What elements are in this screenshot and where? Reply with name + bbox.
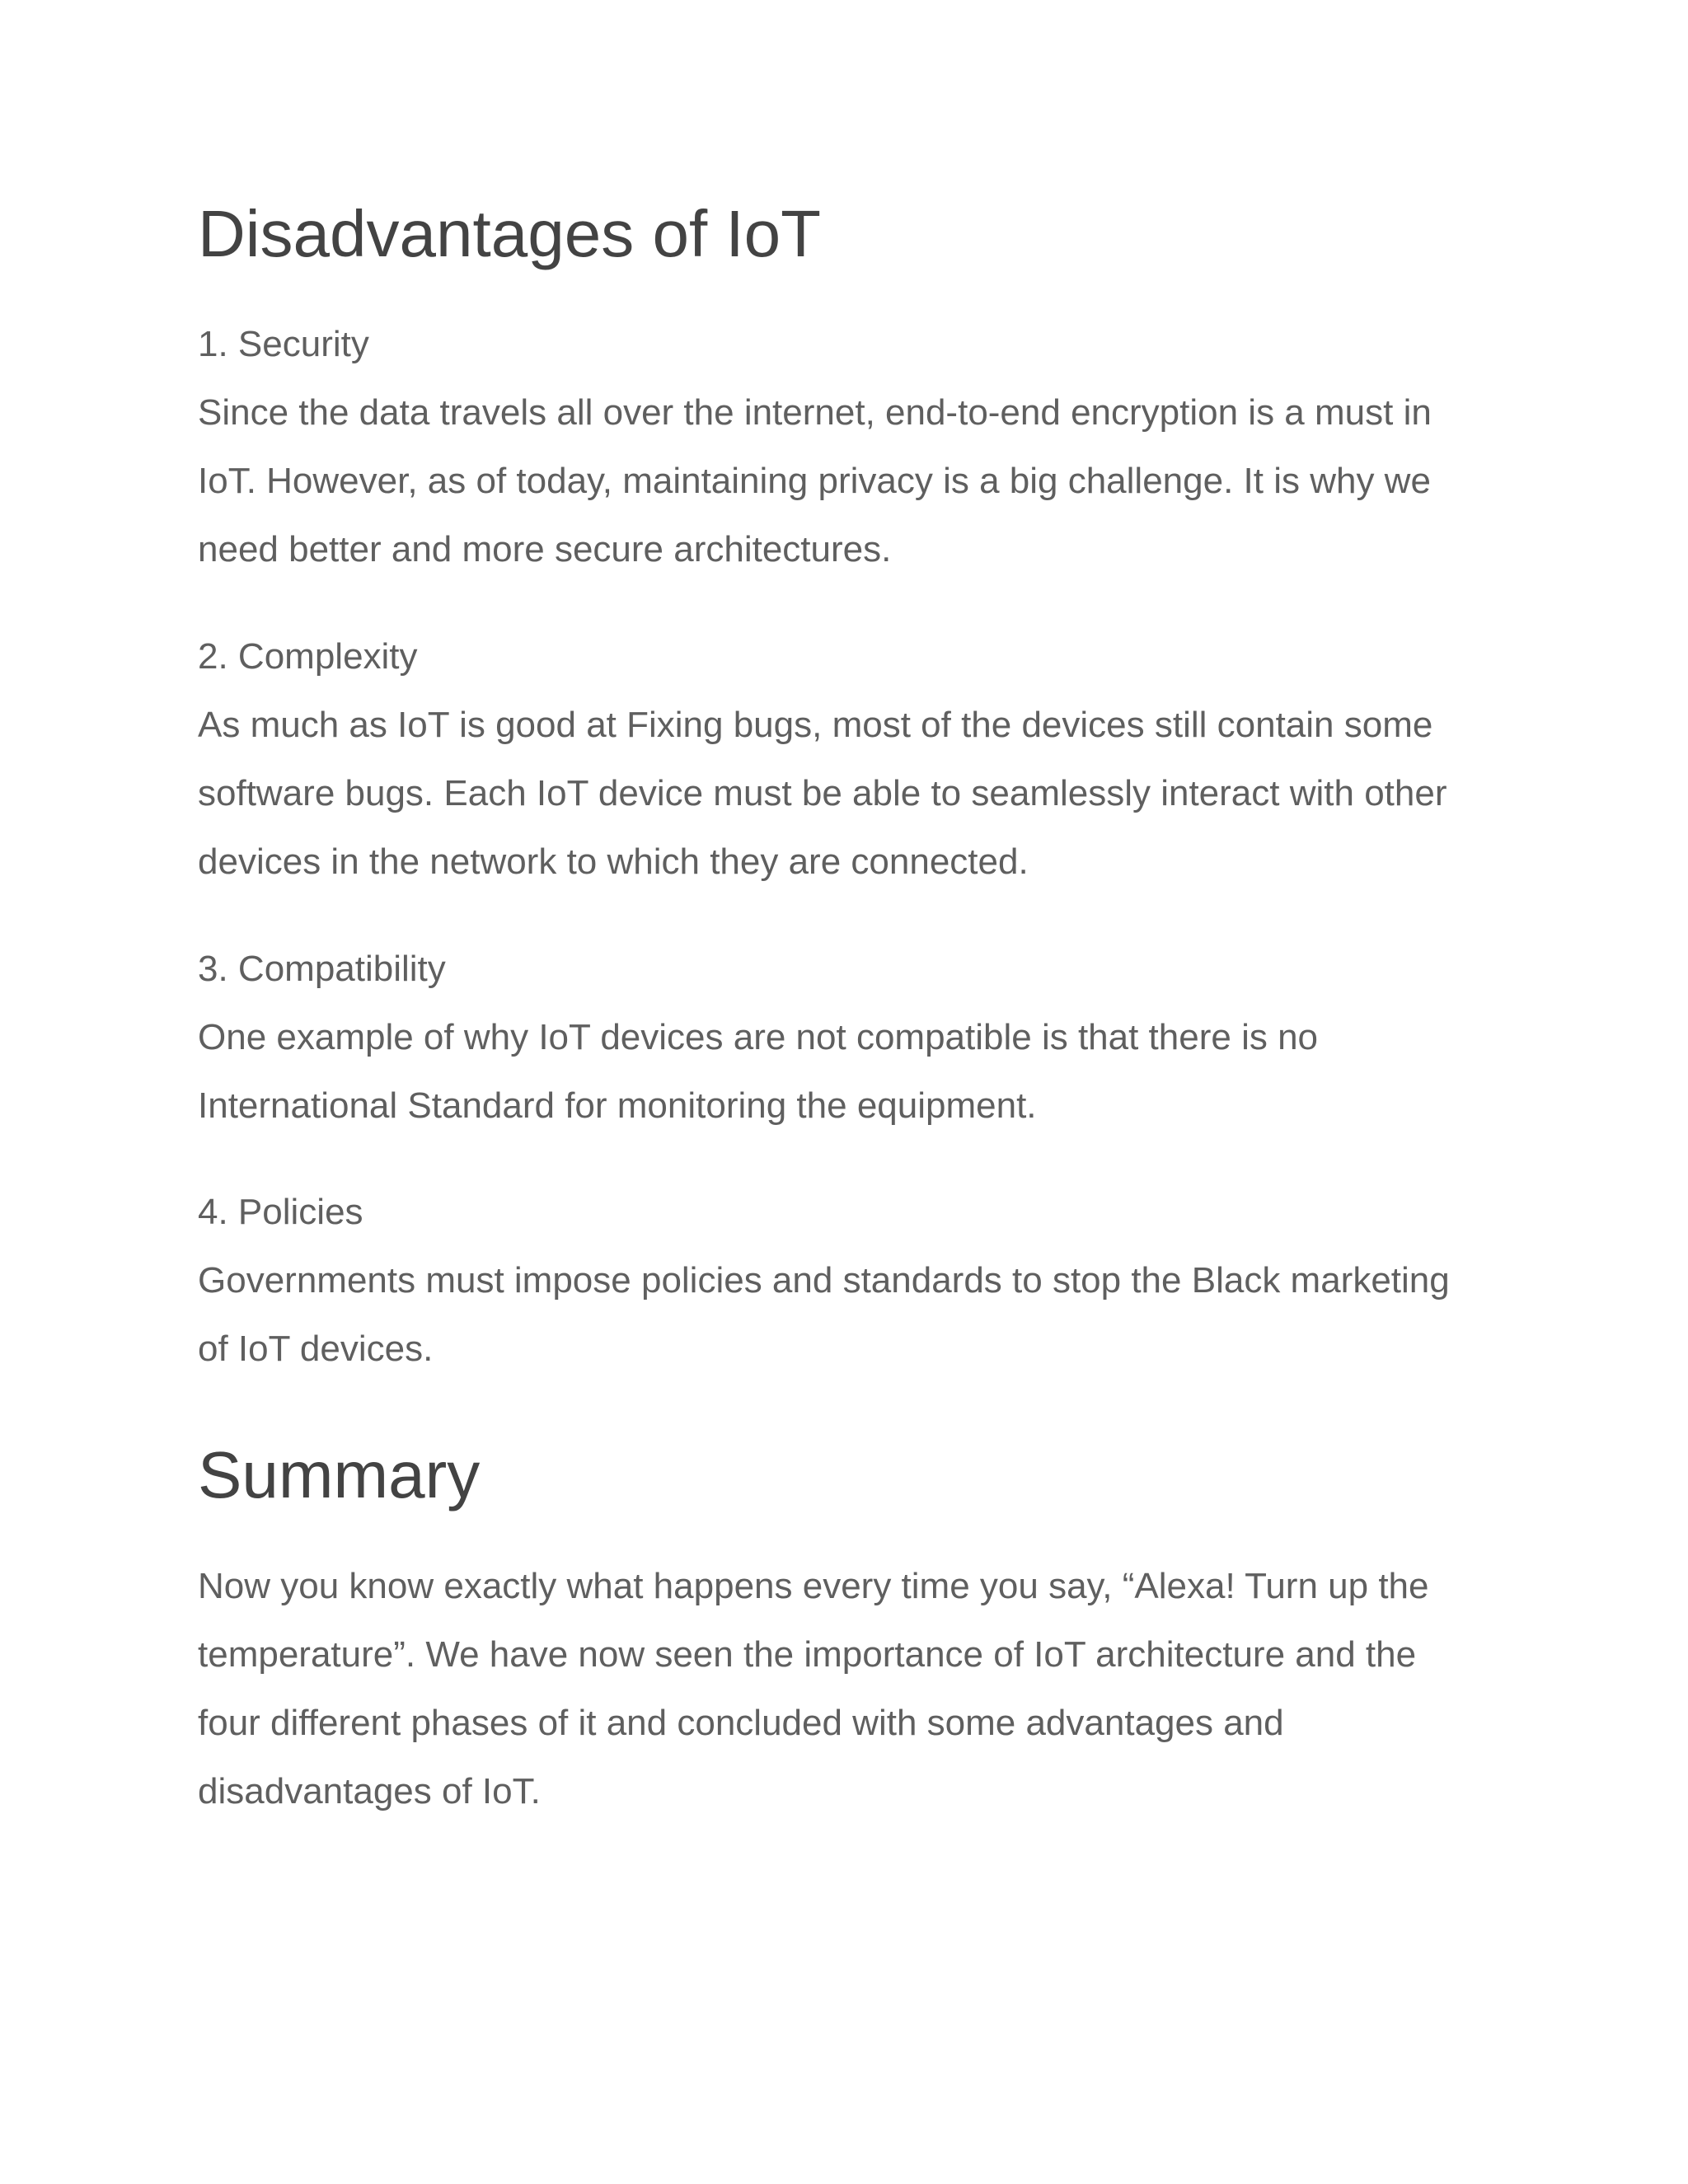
heading-summary: Summary	[198, 1438, 481, 1511]
paragraph-line: disadvantages of IoT.	[198, 1771, 541, 1811]
item-title-policies: 4. Policies	[198, 1192, 363, 1232]
paragraph-line: devices in the network to which they are connected.	[198, 841, 1029, 882]
paragraph-line: IoT. However, as of today, maintaining privacy is a big challenge. It is why we	[198, 461, 1431, 501]
paragraph-line: temperature”. We have now seen the importance of IoT architecture and the	[198, 1634, 1417, 1675]
paragraph-line: Governments must impose policies and standards to stop the Black marketing	[198, 1260, 1450, 1301]
paragraph-line: four different phases of it and concluded with some advantages and	[198, 1703, 1284, 1743]
paragraph-line: software bugs. Each IoT device must be able to seamlessly interact with other	[198, 773, 1447, 813]
item-paragraph-compatibility	[198, 1003, 1517, 1140]
paragraph-line: As much as IoT is good at Fixing bugs, most of the devices still contain some	[198, 705, 1433, 745]
paragraph-line: One example of why IoT devices are not compatible is that there is no	[198, 1017, 1319, 1057]
item-title-complexity: 2. Complexity	[198, 636, 418, 677]
item-paragraph-complexity	[198, 691, 1517, 896]
paragraph-line: need better and more secure architectures.	[198, 529, 892, 569]
item-paragraph-security	[198, 378, 1517, 583]
item-title-security: 1. Security	[198, 324, 369, 364]
paragraph-line: Since the data travels all over the internet, end-to-end encryption is a must in	[198, 392, 1432, 433]
summary-paragraph	[198, 1552, 1517, 1825]
item-title-compatibility: 3. Compatibility	[198, 949, 446, 989]
paragraph-line: International Standard for monitoring the equipment.	[198, 1085, 1037, 1126]
paragraph-line: Now you know exactly what happens every time you say, “Alexa! Turn up the	[198, 1566, 1429, 1606]
heading-disadvantages: Disadvantages of IoT	[198, 197, 821, 270]
item-paragraph-policies	[198, 1246, 1517, 1383]
paragraph-line: of IoT devices.	[198, 1329, 434, 1369]
